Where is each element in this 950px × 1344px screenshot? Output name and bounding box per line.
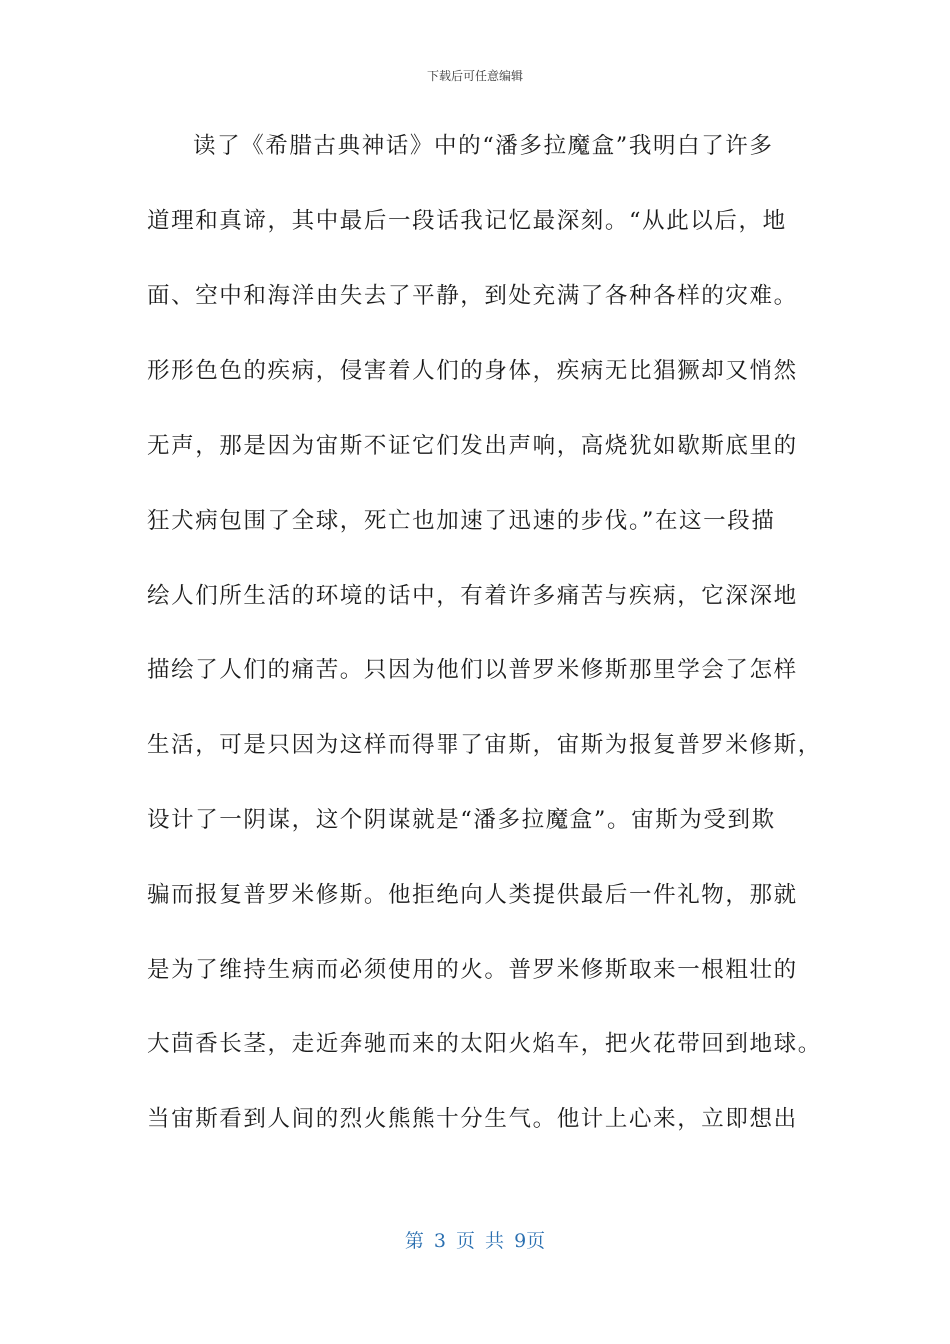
text-line: 狂犬病包围了全球，死亡也加速了迅速的步伐。”在这一段描 (147, 508, 776, 534)
text-line: 道理和真谛，其中最后一段话我记忆最深刻。“从此以后，地 (147, 208, 787, 234)
text-line: 读了《希腊古典神话》中的“潘多拉魔盒”我明白了许多 (193, 133, 774, 159)
text-line: 描绘了人们的痛苦。只因为他们以普罗米修斯那里学会了怎样 (147, 657, 798, 683)
page-header: 下载后可任意编辑 (426, 69, 523, 83)
text-line: 当宙斯看到人间的烈火熊熊十分生气。他计上心来，立即想出 (147, 1106, 798, 1132)
text-line: 设计了一阴谋，这个阴谋就是“潘多拉魔盒”。宙斯为受到欺 (147, 807, 776, 833)
text-line: 形形色色的疾病，侵害着人们的身体，疾病无比猖獗却又悄然 (147, 358, 798, 384)
text-line: 绘人们所生活的环境的话中，有着许多痛苦与疾病，它深深地 (147, 583, 798, 609)
text-line: 面、空中和海洋由失去了平静，到处充满了各种各样的灾难。 (147, 283, 798, 309)
text-line: 骗而报复普罗米修斯。他拒绝向人类提供最后一件礼物，那就 (147, 882, 798, 908)
text-line: 大茴香长茎，走近奔驰而来的太阳火焰车，把火花带回到地球。 (147, 1031, 822, 1057)
text-line: 是为了维持生病而必须使用的火。普罗米修斯取来一根粗壮的 (147, 957, 798, 983)
page-footer: 第 3 页 共 9页 (404, 1230, 546, 1252)
text-line: 生活，可是只因为这样而得罪了宙斯，宙斯为报复普罗米修斯， (147, 732, 822, 758)
text-line: 无声，那是因为宙斯不证它们发出声响，高烧犹如歇斯底里的 (147, 433, 798, 459)
